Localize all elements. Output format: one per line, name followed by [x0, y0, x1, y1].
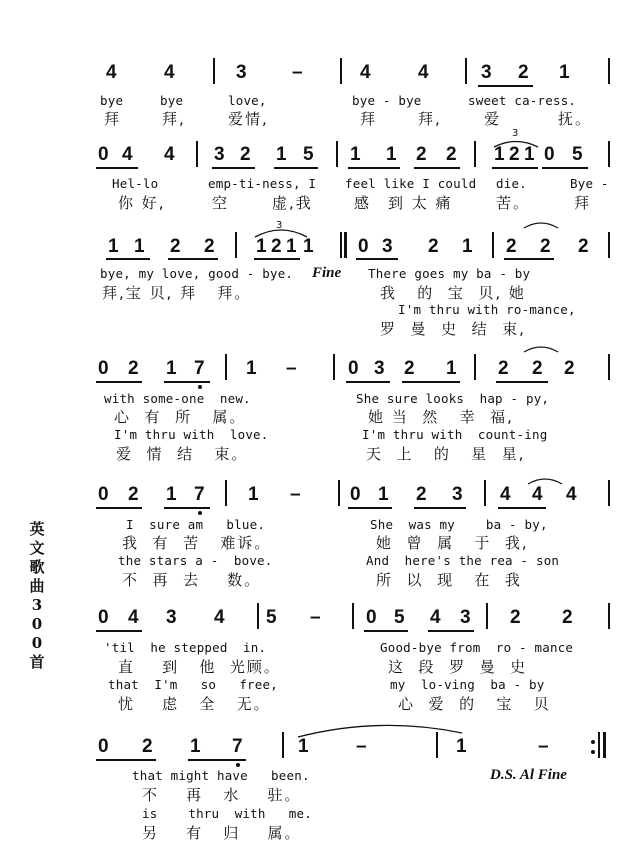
lyric-en: She sure looks hap - py,: [356, 391, 550, 406]
underline-eighth: [254, 258, 300, 260]
lyric-zh: 拜: [360, 110, 378, 128]
barline: [484, 480, 486, 506]
note: 4: [164, 144, 175, 165]
note: 1: [246, 358, 257, 379]
lyric-zh: 抚。: [558, 110, 593, 128]
lyric-en: bye, my love, good - bye.: [100, 266, 294, 281]
note: 2: [498, 358, 509, 379]
barline: [608, 480, 610, 506]
note: 1: [446, 358, 457, 379]
note: –: [292, 62, 303, 83]
lyric-en: There goes my ba - by: [368, 266, 531, 281]
underline-eighth: [346, 381, 390, 383]
note: 3: [166, 607, 177, 628]
lyric-zh: 爱 情 结 束。: [116, 445, 249, 463]
note: 1: [276, 144, 287, 165]
barline: [213, 58, 215, 84]
note: 2: [128, 358, 139, 379]
underline-eighth: [498, 507, 546, 509]
note: 0: [544, 144, 555, 165]
lyric-zh: 忧 虑 全 无。: [118, 695, 271, 713]
lyric-zh: 到 太 痛: [388, 194, 453, 212]
lyric-zh: 苦。: [496, 194, 531, 212]
barline: [474, 141, 476, 167]
note: 1: [524, 144, 535, 165]
note: 2: [532, 358, 543, 379]
lyric-en: I sure am blue.: [126, 517, 266, 532]
note: 4: [430, 607, 441, 628]
lyric-zh: 不 再 水 驻。: [142, 786, 302, 804]
note: 5: [303, 144, 314, 165]
lower-octave-dot: [198, 511, 202, 515]
lyric-en: emp-ti-ness, I: [208, 176, 317, 191]
note: 2: [518, 62, 529, 83]
lyric-en: 'til he stepped in.: [104, 640, 267, 655]
note: 0: [98, 736, 109, 757]
underline-eighth: [428, 630, 474, 632]
lyric-en: And here's the rea - son: [366, 553, 560, 568]
note: 1: [190, 736, 201, 757]
underline-eighth: [414, 167, 460, 169]
note: 4: [532, 484, 543, 505]
lyric-en: the stars a - bove.: [118, 553, 273, 568]
note: 3: [452, 484, 463, 505]
barline: [225, 354, 227, 380]
note: 1: [256, 236, 267, 257]
underline-eighth: [164, 507, 210, 509]
book-title-glyph: 首: [29, 653, 45, 671]
note: –: [310, 607, 321, 628]
lyric-en: Hel-lo: [112, 176, 159, 191]
note: 4: [164, 62, 175, 83]
note: 1: [386, 144, 397, 165]
note: 4: [128, 607, 139, 628]
underline-eighth: [96, 630, 142, 632]
lyric-zh: 我 的 宝 贝, 她: [380, 284, 526, 302]
note: 2: [404, 358, 415, 379]
note: –: [356, 736, 367, 757]
book-title-glyph: 0: [31, 634, 43, 652]
barline: [492, 232, 494, 258]
lyric-zh: 拜,: [162, 110, 186, 128]
note: 7: [194, 358, 205, 379]
note: 5: [394, 607, 405, 628]
lyric-zh: 你 好,: [118, 194, 166, 212]
underline-eighth: [496, 381, 548, 383]
underline-eighth: [504, 258, 554, 260]
note: 3: [460, 607, 471, 628]
underline-eighth: [478, 85, 533, 87]
note: 2: [240, 144, 251, 165]
barline: [486, 603, 488, 629]
lyric-en: love,: [228, 93, 267, 108]
note: 2: [446, 144, 457, 165]
repeat-dot: [591, 750, 595, 754]
underline-eighth: [164, 381, 210, 383]
note: 1: [248, 484, 259, 505]
lyric-zh: 感: [354, 194, 372, 212]
underline-eighth: [348, 167, 400, 169]
lyric-zh: 拜,: [418, 110, 442, 128]
note: 2: [578, 236, 589, 257]
barline: [608, 141, 610, 167]
barline: [196, 141, 198, 167]
note: 2: [416, 484, 427, 505]
note: 2: [564, 358, 575, 379]
double-barline-thick: [344, 232, 347, 258]
lyric-zh: 罗 曼 史 结 束,: [380, 320, 526, 338]
note: 0: [98, 607, 109, 628]
note: 4: [360, 62, 371, 83]
barline: [282, 732, 284, 758]
triplet-mark: 3: [276, 220, 283, 231]
underline-eighth: [542, 167, 588, 169]
note: 7: [194, 484, 205, 505]
note: 2: [506, 236, 517, 257]
lyric-zh: 另 有 归 属。: [142, 824, 302, 842]
underline-eighth: [274, 167, 318, 169]
note: 2: [562, 607, 573, 628]
tie: [524, 347, 558, 352]
book-title-glyph: 0: [31, 615, 43, 633]
lyric-zh: 虚,我: [272, 194, 313, 212]
tie: [524, 223, 558, 228]
book-title-glyph: 歌: [29, 558, 45, 576]
note: 3: [236, 62, 247, 83]
note: 1: [494, 144, 505, 165]
note: 2: [510, 607, 521, 628]
lyric-zh: 爱情,: [228, 110, 269, 128]
note: 0: [350, 484, 361, 505]
note: 1: [303, 236, 314, 257]
note: 1: [134, 236, 145, 257]
lyric-en: is thru with me.: [142, 806, 312, 821]
note: 5: [572, 144, 583, 165]
barline: [608, 232, 610, 258]
note: 2: [142, 736, 153, 757]
note: 2: [170, 236, 181, 257]
note: 0: [98, 144, 109, 165]
note: 2: [416, 144, 427, 165]
lyric-en: She was my ba - by,: [370, 517, 548, 532]
repeat-barline-thick: [603, 732, 606, 758]
underline-eighth: [364, 630, 408, 632]
underline-eighth: [492, 167, 538, 169]
barline: [257, 603, 259, 629]
note: –: [290, 484, 301, 505]
lyric-en: Good-bye from ro - mance: [380, 640, 574, 655]
lyric-en: bye: [160, 93, 184, 108]
underline-eighth: [96, 507, 142, 509]
note: 2: [428, 236, 439, 257]
barline: [340, 58, 342, 84]
repeat-dot: [591, 740, 595, 744]
note: 0: [98, 358, 109, 379]
note: 1: [166, 358, 177, 379]
lyric-zh: 爱: [484, 110, 502, 128]
barline: [225, 480, 227, 506]
note: 0: [98, 484, 109, 505]
note: 1: [286, 236, 297, 257]
lyric-zh: 她 当 然 幸 福,: [368, 408, 514, 426]
book-title-glyph: 文: [29, 539, 45, 557]
note: 5: [266, 607, 277, 628]
lyric-zh: 我 有 苦 难诉。: [122, 534, 272, 552]
lyric-en: I'm thru with love.: [114, 427, 269, 442]
note: 4: [106, 62, 117, 83]
lyric-en: with some-one new.: [104, 391, 251, 406]
note: 0: [348, 358, 359, 379]
note: 4: [566, 484, 577, 505]
underline-eighth: [188, 759, 246, 761]
barline: [338, 480, 340, 506]
note: 4: [122, 144, 133, 165]
note: 1: [378, 484, 389, 505]
lyric-en: I'm thru with count-ing: [362, 427, 548, 442]
barline: [465, 58, 467, 84]
lyric-en: bye: [100, 93, 124, 108]
underline-eighth: [356, 258, 398, 260]
double-barline-thin: [340, 232, 342, 258]
lyric-en: bye - bye: [352, 93, 422, 108]
lyric-zh: 直 到 他 光顾。: [118, 658, 281, 676]
note: 1: [350, 144, 361, 165]
lower-octave-dot: [236, 763, 240, 767]
lyric-en: that I'm so free,: [108, 677, 278, 692]
lyric-zh: 所 以 现 在 我: [376, 571, 522, 589]
barline: [333, 354, 335, 380]
note: 1: [559, 62, 570, 83]
lyric-en: die.: [496, 176, 527, 191]
lyric-en: feel like I could: [345, 176, 477, 191]
note: 1: [462, 236, 473, 257]
note: 4: [214, 607, 225, 628]
barline: [474, 354, 476, 380]
lyric-en: that might have been.: [132, 768, 310, 783]
underline-eighth: [348, 507, 392, 509]
book-title-glyph: 3: [31, 596, 43, 614]
note: 2: [540, 236, 551, 257]
barline: [608, 58, 610, 84]
note: 3: [481, 62, 492, 83]
note: 4: [500, 484, 511, 505]
note: 2: [128, 484, 139, 505]
note: 2: [271, 236, 282, 257]
ds-al-fine-marker: D.S. Al Fine: [490, 767, 567, 783]
barline: [235, 232, 237, 258]
barline: [608, 603, 610, 629]
underline-eighth: [414, 507, 466, 509]
lyric-en: sweet ca-ress.: [468, 93, 577, 108]
note: 2: [204, 236, 215, 257]
triplet-mark: 3: [512, 128, 519, 139]
underline-eighth: [96, 759, 156, 761]
book-title-glyph: 英: [29, 520, 45, 538]
lyric-zh: 这 段 罗 曼 史: [388, 658, 528, 676]
barline: [608, 354, 610, 380]
note: 0: [358, 236, 369, 257]
note: 7: [232, 736, 243, 757]
underline-eighth: [402, 381, 460, 383]
lyric-zh: 心 爱 的 宝 贝: [398, 695, 551, 713]
underline-eighth: [106, 258, 150, 260]
lyric-zh: 拜: [104, 110, 122, 128]
underline-eighth: [96, 381, 142, 383]
lyric-en: Bye -: [570, 176, 609, 191]
note: 4: [418, 62, 429, 83]
fine-marker: Fine: [312, 265, 342, 281]
note: 1: [166, 484, 177, 505]
underline-eighth: [168, 258, 218, 260]
lyric-zh: 空: [212, 194, 230, 212]
note: 1: [298, 736, 309, 757]
lyric-zh: 拜,宝 贝, 拜 拜。: [102, 284, 252, 302]
repeat-barline-thin: [598, 732, 600, 758]
lyric-zh: 天 上 的 星 星,: [366, 445, 526, 463]
note: 3: [374, 358, 385, 379]
note: 3: [214, 144, 225, 165]
book-title-glyph: 曲: [29, 577, 45, 595]
lyric-zh: 心 有 所 属。: [114, 408, 247, 426]
note: 1: [108, 236, 119, 257]
note: 2: [509, 144, 520, 165]
barline: [352, 603, 354, 629]
underline-eighth: [212, 167, 255, 169]
underline-eighth: [96, 167, 138, 169]
lyric-en: I'm thru with ro-mance,: [398, 302, 576, 317]
note: 1: [456, 736, 467, 757]
note: 3: [382, 236, 393, 257]
barline: [436, 732, 438, 758]
lower-octave-dot: [198, 385, 202, 389]
note: –: [538, 736, 549, 757]
lyric-zh: 不 再 去 数。: [122, 571, 262, 589]
note: 0: [366, 607, 377, 628]
lyric-zh: 她 曾 属 于 我,: [376, 534, 529, 552]
lyric-zh: 拜: [574, 194, 592, 212]
note: –: [286, 358, 297, 379]
barline: [336, 141, 338, 167]
lyric-en: my lo-ving ba - by: [390, 677, 545, 692]
